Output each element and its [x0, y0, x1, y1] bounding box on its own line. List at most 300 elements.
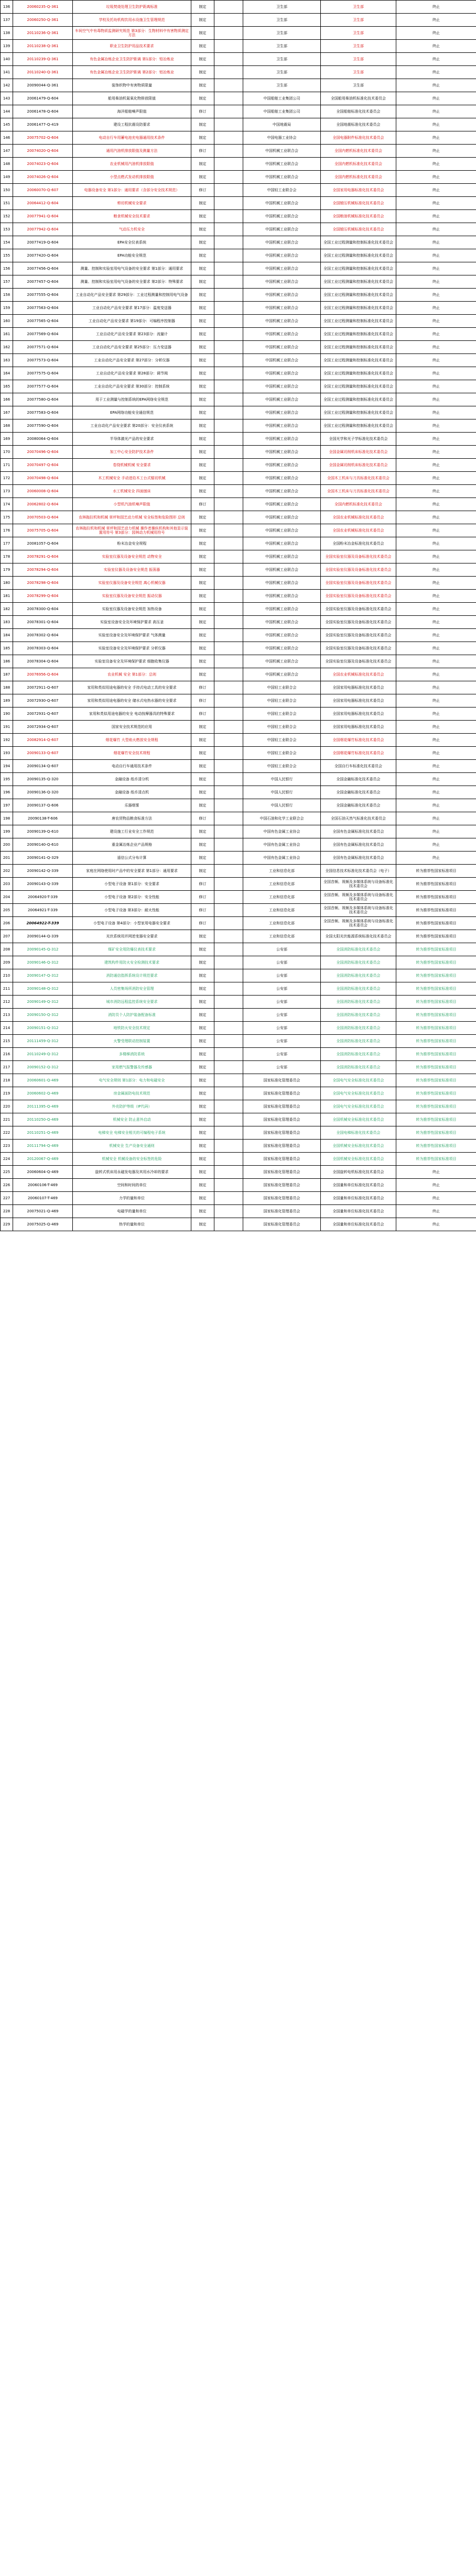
seq-cell: 185: [1, 642, 13, 655]
standard-no-cell: [214, 1035, 243, 1048]
type-cell: 制定: [191, 223, 214, 236]
table-row: [1, 550, 476, 563]
standard-title-cell: 热学的量和单位: [73, 1218, 191, 1231]
department-cell: 中国机械工业联合会: [243, 446, 321, 459]
committee-cell: 全国工业过程测量和控制标准化技术委员会: [321, 302, 396, 315]
standard-no-cell: [214, 603, 243, 616]
table-row: [1, 92, 476, 105]
disposition-cell: 终止: [396, 537, 476, 550]
disposition-cell: 终止: [396, 92, 476, 105]
standard-no-cell: [214, 734, 243, 747]
committee-cell: 全国工业过程测量和控制标准化技术委员会: [321, 328, 396, 341]
department-cell: 卫生部: [243, 1, 321, 14]
standard-no-cell: [214, 1022, 243, 1035]
type-cell: 制定: [191, 1, 214, 14]
plan-code-cell: 20090144-Q-339: [13, 930, 73, 943]
standard-title-cell: 小型电子设备 第4部分：小型家用电器安全要求: [73, 917, 191, 930]
committee-cell: 全国光学和光子学标准化技术委员会: [321, 433, 396, 446]
type-cell: 制定: [191, 655, 214, 668]
standard-title-cell: 小型点燃式发动机排放限值: [73, 171, 191, 184]
seq-cell: 169: [1, 433, 13, 446]
standard-no-cell: [214, 629, 243, 642]
seq-cell: 215: [1, 1035, 13, 1048]
type-cell: 制定: [191, 838, 214, 852]
seq-cell: 170: [1, 446, 13, 459]
table-row: [1, 537, 476, 550]
standard-no-cell: [214, 590, 243, 603]
type-cell: 修订: [191, 891, 214, 904]
seq-cell: 211: [1, 982, 13, 996]
standard-title-cell: 工业自动化产品安全要求 第27部分：分析仪器: [73, 354, 191, 367]
department-cell: 工业和信息化部: [243, 917, 321, 930]
table-row: [1, 655, 476, 668]
type-cell: 制定: [191, 1113, 214, 1126]
committee-cell: 全国工业过程测量和控制标准化技术委员会: [321, 249, 396, 262]
standard-no-cell: [214, 891, 243, 904]
disposition-cell: 终止: [396, 27, 476, 40]
department-cell: 中国机械工业联合会: [243, 563, 321, 577]
standard-title-cell: 水工机械安全 四面刨床: [73, 485, 191, 498]
committee-cell: 全国实验室仪器及设备标准化技术委员会: [321, 563, 396, 577]
standard-title-cell: 小型机汽油机噪声限值: [73, 498, 191, 511]
committee-cell: 全国内燃机标准化技术委员会: [321, 498, 396, 511]
type-cell: 制定: [191, 27, 214, 40]
department-cell: 卫生部: [243, 53, 321, 66]
seq-cell: 208: [1, 943, 13, 956]
disposition-cell: 转为推荐性国家标准项目: [396, 1113, 476, 1126]
plan-code-cell: 20061477-Q-419: [13, 118, 73, 131]
standard-no-cell: [214, 131, 243, 145]
department-cell: 中国机械工业联合会: [243, 406, 321, 419]
standard-no-cell: [214, 66, 243, 79]
standard-title-cell: 学校及托幼机构饮用水设施卫生管理规范: [73, 14, 191, 27]
disposition-cell: 终止: [396, 53, 476, 66]
department-cell: 中国机械工业联合会: [243, 236, 321, 249]
standard-no-cell: [214, 1126, 243, 1140]
committee-cell: 全国家用电器标准化技术委员会: [321, 721, 396, 734]
disposition-cell: 转为推荐性国家标准项目: [396, 1087, 476, 1100]
standard-no-cell: [214, 1140, 243, 1153]
committee-cell: 全国量和单位标准化技术委员会: [321, 1218, 396, 1231]
department-cell: 国家标准化管理委员会: [243, 1205, 321, 1218]
disposition-cell: 终止: [396, 223, 476, 236]
department-cell: 中国有色金属工业协会: [243, 825, 321, 838]
plan-code-cell: 20078301-Q-604: [13, 616, 73, 629]
type-cell: 修订: [191, 681, 214, 694]
seq-cell: 192: [1, 734, 13, 747]
standard-title-cell: 光伏系统用并网逆变器安全要求: [73, 930, 191, 943]
table-row: [1, 1074, 476, 1087]
type-cell: 制定: [191, 629, 214, 642]
table-row: [1, 197, 476, 210]
standard-title-cell: 乐器烟雾: [73, 799, 191, 812]
table-row: [1, 707, 476, 721]
standard-title-cell: 农林拖拉机和机械 草坪和园艺动力机械 安全标签和危险图形 总则: [73, 511, 191, 524]
type-cell: 修订: [191, 184, 214, 197]
standard-title-cell: 实验室仪器及设备安全规范 加热设备: [73, 603, 191, 616]
seq-cell: 177: [1, 537, 13, 550]
disposition-cell: 终止: [396, 773, 476, 786]
disposition-cell: 终止: [396, 655, 476, 668]
standard-no-cell: [214, 524, 243, 537]
department-cell: 中国机械工业联合会: [243, 603, 321, 616]
department-cell: 国家标准化管理委员会: [243, 1100, 321, 1113]
committee-cell: 全国锻压机械标准化技术委员会: [321, 197, 396, 210]
committee-cell: 全国消防标准化技术委员会: [321, 943, 396, 956]
committee-cell: 全国音频、视频及多媒体系统与设备标准化技术委员会: [321, 878, 396, 891]
standard-title-cell: EPA安全仪表系统: [73, 236, 191, 249]
plan-code-cell: 20061479-Q-604: [13, 92, 73, 105]
disposition-cell: 转为推荐性国家标准项目: [396, 943, 476, 956]
plan-code-cell: 20090150-Q-312: [13, 1009, 73, 1022]
seq-cell: 175: [1, 511, 13, 524]
seq-cell: 138: [1, 27, 13, 40]
seq-cell: 200: [1, 838, 13, 852]
standard-title-cell: 有色金属冶炼企业卫生防护距离 第2部分：铝冶炼业: [73, 66, 191, 79]
department-cell: 卫生部: [243, 14, 321, 27]
type-cell: 制定: [191, 459, 214, 472]
disposition-cell: 终止: [396, 577, 476, 590]
seq-cell: 214: [1, 1022, 13, 1035]
department-cell: 中国机械工业联合会: [243, 262, 321, 275]
standard-no-cell: [214, 184, 243, 197]
plan-code-cell: 20110239-Q-361: [13, 53, 73, 66]
plan-code-cell: 20060070-Q-607: [13, 184, 73, 197]
department-cell: 中国机械工业联合会: [243, 511, 321, 524]
seq-cell: 171: [1, 459, 13, 472]
plan-code-cell: 20070497-Q-604: [13, 459, 73, 472]
seq-cell: 149: [1, 171, 13, 184]
standard-title-cell: 实验室仪器及设备安全规范 离心机械仪器: [73, 577, 191, 590]
seq-cell: 178: [1, 550, 13, 563]
plan-code-cell: 20072911-Q-607: [13, 681, 73, 694]
standard-title-cell: 装饰织物中有害物质限量: [73, 79, 191, 92]
disposition-cell: 终止: [396, 838, 476, 852]
standard-no-cell: [214, 799, 243, 812]
standard-no-cell: [214, 760, 243, 773]
type-cell: 制定: [191, 406, 214, 419]
standard-title-cell: 工业自动化产品安全要求 第25部分：压力变送器: [73, 341, 191, 354]
committee-cell: 全国农业机械标准化技术委员会: [321, 668, 396, 681]
seq-cell: 199: [1, 825, 13, 838]
plan-code-cell: 20110236-Q-361: [13, 27, 73, 40]
department-cell: 中国机械工业联合会: [243, 655, 321, 668]
standard-no-cell: [214, 681, 243, 694]
type-cell: 制定: [191, 1153, 214, 1166]
department-cell: 中国机械工业联合会: [243, 328, 321, 341]
table-row: [1, 236, 476, 249]
committee-cell: 全国金融标准化技术委员会: [321, 786, 396, 799]
seq-cell: 206: [1, 917, 13, 930]
type-cell: 制定: [191, 79, 214, 92]
type-cell: 制定: [191, 249, 214, 262]
table-row: [1, 14, 476, 27]
department-cell: 中国机械工业联合会: [243, 629, 321, 642]
disposition-cell: 终止: [396, 563, 476, 577]
plan-code-cell: 20090140-Q-610: [13, 838, 73, 852]
type-cell: 制定: [191, 1205, 214, 1218]
type-cell: 制定: [191, 760, 214, 773]
disposition-cell: 终止: [396, 380, 476, 393]
department-cell: 国家标准化管理委员会: [243, 1113, 321, 1126]
standard-no-cell: [214, 419, 243, 433]
type-cell: 制定: [191, 433, 214, 446]
department-cell: 中国石油和化学工业联合会: [243, 812, 321, 825]
committee-cell: 全国农业机械标准化技术委员会: [321, 511, 396, 524]
plan-code-cell: 20076956-Q-604: [13, 668, 73, 681]
seq-cell: 143: [1, 92, 13, 105]
standard-no-cell: [214, 707, 243, 721]
department-cell: 公安部: [243, 1048, 321, 1061]
seq-cell: 197: [1, 799, 13, 812]
table-row: [1, 433, 476, 446]
seq-cell: 229: [1, 1218, 13, 1231]
department-cell: 中国机械工业联合会: [243, 485, 321, 498]
plan-code-cell: 20062802-Q-604: [13, 498, 73, 511]
standard-no-cell: [214, 393, 243, 406]
type-cell: 制定: [191, 1218, 214, 1231]
disposition-cell: 终止: [396, 249, 476, 262]
disposition-cell: 终止: [396, 668, 476, 681]
type-cell: 制定: [191, 419, 214, 433]
table-row: [1, 1218, 476, 1231]
table-row: [1, 498, 476, 511]
seq-cell: 196: [1, 786, 13, 799]
standard-no-cell: [214, 852, 243, 865]
seq-cell: 174: [1, 498, 13, 511]
type-cell: 制定: [191, 1126, 214, 1140]
type-cell: 制定: [191, 825, 214, 838]
disposition-cell: 终止: [396, 590, 476, 603]
plan-code-cell: 20111459-Q-312: [13, 1035, 73, 1048]
plan-code-cell: 20077563-Q-604: [13, 302, 73, 315]
type-cell: 制定: [191, 92, 214, 105]
committee-cell: 全国工业过程测量和控制标准化技术委员会: [321, 380, 396, 393]
department-cell: 公安部: [243, 1061, 321, 1074]
plan-code-cell: 20110251-Q-469: [13, 1126, 73, 1140]
type-cell: 制定: [191, 171, 214, 184]
committee-cell: 全国内燃机标准化技术委员会: [321, 145, 396, 158]
standard-no-cell: [214, 79, 243, 92]
seq-cell: 150: [1, 184, 13, 197]
department-cell: 中国机械工业联合会: [243, 341, 321, 354]
disposition-cell: 终止: [396, 734, 476, 747]
table-row: [1, 1061, 476, 1074]
seq-cell: 182: [1, 603, 13, 616]
seq-cell: 187: [1, 668, 13, 681]
standard-title-cell: 电梯安全 电梯安全相关的可编程电子系统: [73, 1126, 191, 1140]
disposition-cell: 终止: [396, 289, 476, 302]
standard-no-cell: [214, 1048, 243, 1061]
committee-cell: 全国消防标准化技术委员会: [321, 1009, 396, 1022]
committee-cell: 全国工业过程测量和控制标准化技术委员会: [321, 419, 396, 433]
standard-title-cell: 木工机械安全 手动进给木工台式锯切机械: [73, 472, 191, 485]
seq-cell: 152: [1, 210, 13, 223]
department-cell: 中国机械工业联合会: [243, 590, 321, 603]
standard-no-cell: [214, 1166, 243, 1179]
type-cell: 制定: [191, 14, 214, 27]
seq-cell: 193: [1, 747, 13, 760]
table-row: [1, 969, 476, 982]
plan-code-cell: 20110250-Q-469: [13, 1113, 73, 1126]
department-cell: 中国轻工业联合会: [243, 760, 321, 773]
seq-cell: 137: [1, 14, 13, 27]
disposition-cell: 终止: [396, 747, 476, 760]
department-cell: 中国机械工业联合会: [243, 275, 321, 289]
department-cell: 中国机械工业联合会: [243, 577, 321, 590]
standard-no-cell: [214, 367, 243, 380]
committee-cell: 全国家用电器标准化技术委员会: [321, 694, 396, 707]
seq-cell: 159: [1, 302, 13, 315]
plan-code-cell: 20074020-Q-604: [13, 145, 73, 158]
department-cell: 国家标准化管理委员会: [243, 1140, 321, 1153]
department-cell: 中国机械工业联合会: [243, 642, 321, 655]
table-row: [1, 302, 476, 315]
standard-title-cell: 家用和类似用途电器的安全 手持式电动工具的安全要求: [73, 681, 191, 694]
seq-cell: 157: [1, 275, 13, 289]
committee-cell: 全国船用柴油机标准化技术委员会: [321, 92, 396, 105]
table-row: [1, 694, 476, 707]
table-row: [1, 1192, 476, 1205]
type-cell: 制定: [191, 1100, 214, 1113]
standard-title-cell: 半导体激光产品的安全要求: [73, 433, 191, 446]
department-cell: 中国轻工业联合会: [243, 734, 321, 747]
committee-cell: 全国实验室仪器及设备标准化技术委员会: [321, 642, 396, 655]
seq-cell: 201: [1, 852, 13, 865]
department-cell: 工业和信息化部: [243, 891, 321, 904]
standard-title-cell: 家用燃气报警器及传感器: [73, 1061, 191, 1074]
standard-no-cell: [214, 328, 243, 341]
seq-cell: 166: [1, 393, 13, 406]
table-row: [1, 1100, 476, 1113]
department-cell: 中国轻工业联合会: [243, 184, 321, 197]
standard-title-cell: 船用柴油机氮氧化物排放限值: [73, 92, 191, 105]
seq-cell: 212: [1, 996, 13, 1009]
standard-no-cell: [214, 982, 243, 996]
standard-no-cell: [214, 838, 243, 852]
committee-cell: 全国旋转电机标准化技术委员会: [321, 1166, 396, 1179]
standard-no-cell: [214, 577, 243, 590]
standard-no-cell: [214, 878, 243, 891]
type-cell: 制定: [191, 1061, 214, 1074]
department-cell: 国家标准化管理委员会: [243, 1192, 321, 1205]
plan-code-cell: 20077590-Q-604: [13, 419, 73, 433]
disposition-cell: 终止: [396, 328, 476, 341]
committee-cell: 全国内燃机标准化技术委员会: [321, 158, 396, 171]
type-cell: 制定: [191, 524, 214, 537]
plan-code-cell: 20077580-Q-604: [13, 393, 73, 406]
committee-cell: 全国音频、视频及多媒体系统与设备标准化技术委员会: [321, 917, 396, 930]
seq-cell: 172: [1, 472, 13, 485]
department-cell: 卫生部: [243, 40, 321, 53]
department-cell: 中国有色金属工业协会: [243, 838, 321, 852]
seq-cell: 139: [1, 40, 13, 53]
table-row: [1, 171, 476, 184]
seq-cell: 223: [1, 1140, 13, 1153]
committee-cell: 卫生部: [321, 53, 396, 66]
committee-cell: 全国有色金属标准化技术委员会: [321, 838, 396, 852]
seq-cell: 144: [1, 105, 13, 118]
seq-cell: 162: [1, 341, 13, 354]
committee-cell: 全国工业过程测量和控制标准化技术委员会: [321, 236, 396, 249]
standard-title-cell: 家用和类似用途电器的安全 储水式电热水器的安全要求: [73, 694, 191, 707]
department-cell: 中国有色金属工业协会: [243, 852, 321, 865]
table-row: [1, 393, 476, 406]
seq-cell: 140: [1, 53, 13, 66]
committee-cell: 全国锻压机械标准化技术委员会: [321, 223, 396, 236]
seq-cell: 210: [1, 969, 13, 982]
standard-no-cell: [214, 92, 243, 105]
department-cell: 中国机械工业联合会: [243, 419, 321, 433]
disposition-cell: 终止: [396, 642, 476, 655]
plan-code-cell: 20060601-Q-469: [13, 1074, 73, 1087]
plan-code-cell: 20090135-Q-320: [13, 773, 73, 786]
committee-cell: 全国工业过程测量和控制标准化技术委员会: [321, 262, 396, 275]
department-cell: 国家标准化管理委员会: [243, 1126, 321, 1140]
type-cell: 制定: [191, 616, 214, 629]
committee-cell: 全国粮油机械标准化技术委员会: [321, 210, 396, 223]
plan-code-cell: 20060008-Q-604: [13, 485, 73, 498]
table-row: [1, 760, 476, 773]
table-row: [1, 1048, 476, 1061]
seq-cell: 209: [1, 956, 13, 969]
standard-no-cell: [214, 1100, 243, 1113]
standard-no-cell: [214, 694, 243, 707]
plan-code-cell: 20090145-Q-312: [13, 943, 73, 956]
standard-title-cell: 重金属冶炼企业产品规格: [73, 838, 191, 852]
plan-code-cell: 20090139-Q-610: [13, 825, 73, 838]
disposition-cell: 终止: [396, 79, 476, 92]
committee-cell: 全国金融标准化技术委员会: [321, 773, 396, 786]
plan-code-cell: 20090142-Q-339: [13, 865, 73, 878]
committee-cell: 全国烟花爆竹标准化技术委员会: [321, 734, 396, 747]
seq-cell: 218: [1, 1074, 13, 1087]
seq-cell: 154: [1, 236, 13, 249]
seq-cell: 189: [1, 694, 13, 707]
standard-no-cell: [214, 1205, 243, 1218]
standard-no-cell: [214, 472, 243, 485]
table-row: [1, 590, 476, 603]
standard-title-cell: 家用和类似用途电器的安全 电动按摩器具的特殊要求: [73, 707, 191, 721]
type-cell: 制定: [191, 210, 214, 223]
committee-cell: 全国石油天然气标准化技术委员会: [321, 812, 396, 825]
table-row: [1, 79, 476, 92]
plan-code-cell: 20070498-Q-604: [13, 472, 73, 485]
committee-cell: 全国农业机械标准化技术委员会: [321, 524, 396, 537]
department-cell: 公安部: [243, 1009, 321, 1022]
seq-cell: 202: [1, 865, 13, 878]
seq-cell: 167: [1, 406, 13, 419]
committee-cell: 全国消防标准化技术委员会: [321, 996, 396, 1009]
table-row: [1, 315, 476, 328]
standard-title-cell: 机械安全 机械设备的安全标签的危险: [73, 1153, 191, 1166]
table-row: [1, 917, 476, 930]
disposition-cell: 终止: [396, 616, 476, 629]
table-row: [1, 419, 476, 433]
seq-cell: 176: [1, 524, 13, 537]
committee-cell: 全国有色金属标准化技术委员会: [321, 852, 396, 865]
table-row: [1, 629, 476, 642]
type-cell: 制定: [191, 1048, 214, 1061]
seq-cell: 156: [1, 262, 13, 275]
plan-code-cell: 20075702-Q-604: [13, 131, 73, 145]
standard-no-cell: [214, 485, 243, 498]
standard-title-cell: 旋转式机床用永磁发电器及其用水冷却的要求: [73, 1166, 191, 1179]
seq-cell: 164: [1, 367, 13, 380]
disposition-cell: 终止: [396, 406, 476, 419]
type-cell: 修订: [191, 145, 214, 158]
department-cell: 中国船舶工业集团公司: [243, 92, 321, 105]
